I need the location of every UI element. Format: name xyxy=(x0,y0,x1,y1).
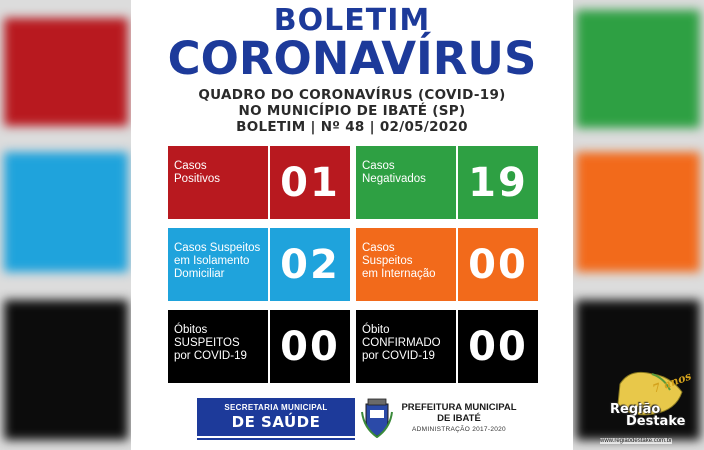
card-value: 02 xyxy=(270,228,350,301)
card-label: Casos Positivos xyxy=(168,146,268,219)
card-value: 19 xyxy=(458,146,538,219)
card-casos-suspeitos-isolamento xyxy=(168,228,350,301)
secretaria-saude-logo xyxy=(197,398,355,436)
watermark-url: www.regiaodestake.com.br xyxy=(600,438,673,444)
card-value: 00 xyxy=(458,310,538,383)
footer-divider xyxy=(197,438,355,440)
subtitle-quadro: QUADRO DO CORONAVÍRUS (COVID-19) xyxy=(198,87,506,103)
card-label: Óbito CONFIRMADO por COVID-19 xyxy=(356,310,456,383)
subtitle-municipio: NO MUNICÍPIO DE IBATÉ (SP) xyxy=(238,103,466,119)
prefeitura-line1: PREFEITURA MUNICIPAL xyxy=(401,402,517,413)
watermark-name: Região Destake xyxy=(610,402,686,429)
card-obito-confirmado xyxy=(356,310,538,383)
card-casos-suspeitos-internacao xyxy=(356,228,538,301)
secretaria-line2: DE SAÚDE xyxy=(231,413,321,431)
card-casos-positivos xyxy=(168,146,350,219)
card-label: Casos Suspeitos em Internação xyxy=(356,228,456,301)
card-label: Casos Suspeitos em Isolamento Domiciliar xyxy=(168,228,268,301)
card-label: Óbitos SUSPEITOS por COVID-19 xyxy=(168,310,268,383)
card-value: 00 xyxy=(270,310,350,383)
subtitle-boletim-number-date: BOLETIM | Nº 48 | 02/05/2020 xyxy=(236,119,468,135)
card-casos-negativados xyxy=(356,146,538,219)
card-obitos-suspeitos xyxy=(168,310,350,383)
prefeitura-ibate-logo xyxy=(399,402,519,433)
prefeitura-line3: ADMINISTRAÇÃO 2017-2020 xyxy=(412,426,506,433)
bulletin-poster xyxy=(131,0,573,450)
title-boletim: BOLETIM xyxy=(273,3,431,38)
coat-of-arms-icon xyxy=(360,398,394,438)
prefeitura-line2: DE IBATÉ xyxy=(437,413,481,424)
card-label: Casos Negativados xyxy=(356,146,456,219)
card-value: 00 xyxy=(458,228,538,301)
card-value: 01 xyxy=(270,146,350,219)
blurred-background-left xyxy=(0,0,132,450)
secretaria-line1: SECRETARIA MUNICIPAL xyxy=(224,403,328,412)
title-coronavirus: CORONAVÍRUS xyxy=(167,32,537,85)
watermark-anos: 7 anos xyxy=(650,369,694,396)
regiao-destake-watermark xyxy=(600,364,696,444)
